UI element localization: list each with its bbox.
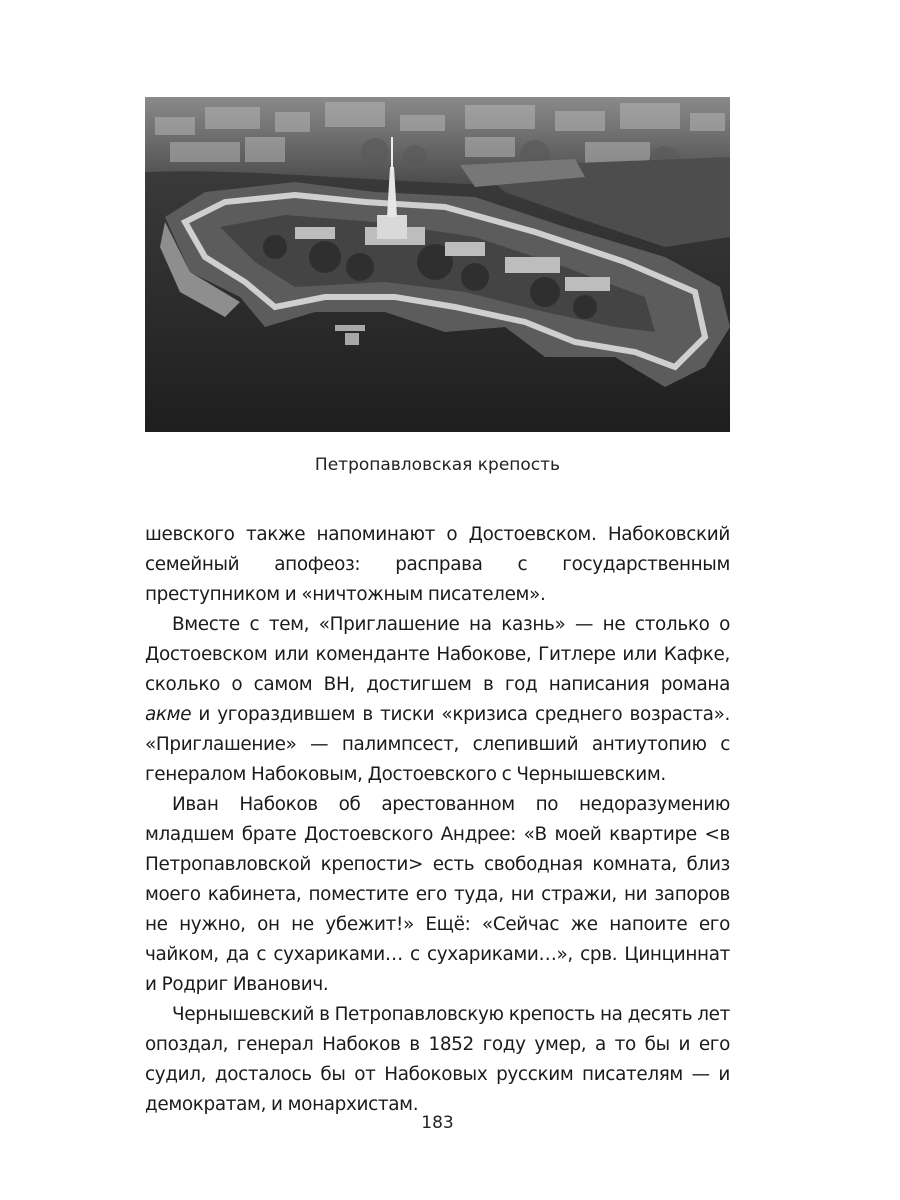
photo-caption: Петропавловская крепость <box>314 455 561 475</box>
italic-word-akme: акме <box>145 704 192 725</box>
fortress-aerial-photo <box>145 97 730 432</box>
paragraph-1: шевского также напоминают о Достоевском. Набоковский семейный апофеоз: расправа с государственным преступником и «ничтожным писателем». <box>145 524 730 605</box>
paragraph-4: Чернышевский в Петропавловскую крепость на десять лет опоздал, генерал Набоков в 1852 году умер, а то бы и его судил, досталось бы от Набоковых русским писателям — и демократам, и монархистам. <box>145 1004 730 1115</box>
paragraph-2 <box>145 610 730 790</box>
paragraph-2-part-1: Вместе с тем, «Приглашение на казнь» — не столько о Достоевском или коменданте Набокове, Гитлере или Кафке, сколько о самом ВН, достигшем в год написания романа <box>145 614 730 695</box>
body-text <box>145 520 730 1120</box>
paragraph-3: Иван Набоков об арестованном по недоразумению младшем брате Достоевского Андрее: «В моей квартире <в Петропавловской крепости> есть свободная комната, близ моего кабинета, поместите его туда, ни стражи, ни запоров не нужно, он не убежит!» Ещё: «Сейчас же напоите его чайком, да с сухариками… с сухариками…», срв. Цинциннат и Родриг Иванович. <box>145 794 730 995</box>
paragraph-2-part-2: и угораздившем в тиски «кризиса среднего возраста». «Приглашение» — палимпсест, слепивший антиутопию с генералом Набоковым, Достоевского с Чернышевским. <box>145 704 730 785</box>
page-number: 183 <box>421 1113 454 1133</box>
